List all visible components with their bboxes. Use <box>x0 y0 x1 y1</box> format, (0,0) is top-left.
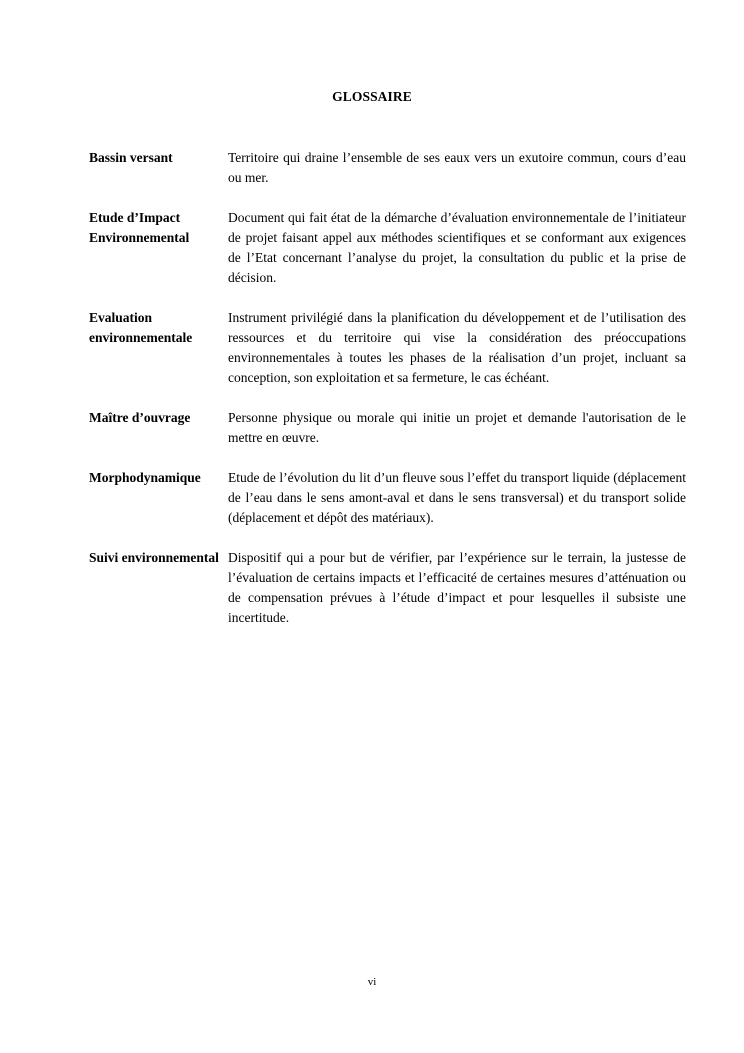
glossary-term: Suivi environnemental <box>89 550 219 565</box>
glossary-definition: Document qui fait état de la démarche d’évaluation environnementale de l’initiateur de projet faisant appel aux méthodes scientifiques et se conformant aux exigences de l’Etat concernant l’analyse du projet, la consultation du public et la prise de décision. <box>228 210 686 285</box>
glossary-entry-bassin-versant <box>89 148 686 188</box>
glossary-entry-etude-impact <box>89 208 686 288</box>
glossary-entry-maitre-ouvrage <box>89 408 686 448</box>
glossary-entry-morphodynamique <box>89 468 686 528</box>
glossary-term: Morphodynamique <box>89 470 201 485</box>
glossary-entry-suivi-environnemental <box>89 548 686 628</box>
glossary-list <box>89 148 686 648</box>
glossary-definition: Etude de l’évolution du lit d’un fleuve sous l’effet du transport liquide (déplacement de l’eau dans le sens amont-aval et dans le sens transversal) et du transport solide (déplacement et dépôt des matériaux). <box>228 470 686 525</box>
page-number: vi <box>367 976 377 988</box>
page-title: GLOSSAIRE <box>332 89 412 104</box>
glossary-definition: Personne physique ou morale qui initie un projet et demande l'autorisation de le mettre en œuvre. <box>228 410 686 445</box>
glossary-term: Evaluation environnementale <box>89 310 193 345</box>
glossary-definition: Dispositif qui a pour but de vérifier, par l’expérience sur le terrain, la justesse de l’évaluation de certains impacts et l’efficacité de certaines mesures d’atténuation ou de compensation prévues à l’étude d’impact et pour lesquelles il subsiste une incertitude. <box>228 550 686 625</box>
glossary-entry-evaluation-environnementale <box>89 308 686 388</box>
glossary-term: Etude d’Impact Environnemental <box>89 210 190 245</box>
glossary-term: Bassin versant <box>89 150 173 165</box>
glossary-term: Maître d’ouvrage <box>89 410 191 425</box>
glossary-definition: Territoire qui draine l’ensemble de ses eaux vers un exutoire commun, cours d’eau ou mer. <box>228 150 686 185</box>
glossary-definition: Instrument privilégié dans la planification du développement et de l’utilisation des ressources et du territoire qui vise la considération des préoccupations environnementales à toutes les phases de la réalisation d’un projet, incluant sa conception, son exploitation et sa fermeture, le cas échéant. <box>228 310 686 385</box>
